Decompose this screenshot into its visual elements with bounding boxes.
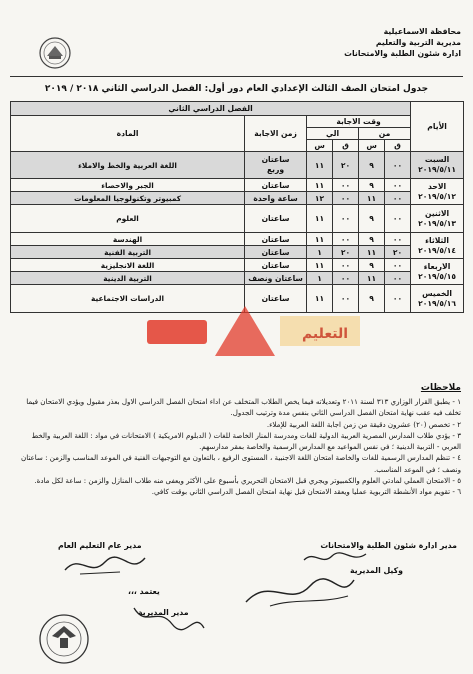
duration: ساعتان وربع — [245, 152, 307, 179]
watermark-text: التعليم — [301, 326, 349, 342]
day-date: ٢٠١٩/٥/١٢ — [418, 191, 457, 201]
signature-deputy — [240, 572, 360, 612]
to-hours: ١١ — [307, 152, 333, 179]
to-minutes: ٠٠ — [333, 192, 359, 205]
header-subject: المادة — [11, 116, 245, 152]
header-semester: الفصل الدراسي الثاني — [11, 102, 411, 116]
to-minutes: ٠٠ — [333, 272, 359, 285]
notes-title: ملاحظات — [420, 383, 461, 393]
signature-general-education — [60, 548, 150, 582]
duration: ساعتان — [245, 179, 307, 192]
sig-general-education-title: مدير عام التعليم العام — [58, 541, 142, 550]
sig-director-title: مدير المديرية — [138, 608, 189, 617]
day-date: ٢٠١٩/٥/١٥ — [418, 271, 457, 281]
from-minutes: ٢٠ — [385, 246, 411, 259]
to-hours: ١١ — [307, 179, 333, 192]
header-to: الي — [307, 128, 359, 140]
header-days: الأيام — [411, 102, 464, 152]
to-minutes: ٢٠ — [333, 152, 359, 179]
from-minutes: ٠٠ — [385, 192, 411, 205]
table-row — [11, 259, 464, 272]
subject: التربية الفنية — [11, 246, 245, 259]
subject: الجبر والاحصاء — [11, 179, 245, 192]
from-hours: ٩ — [359, 152, 385, 179]
to-minutes: ٠٠ — [333, 259, 359, 272]
to-minutes: ٠٠ — [333, 205, 359, 233]
header-answer-time: وقت الاجابة — [307, 116, 411, 128]
day-name: الثلاثاء — [425, 235, 450, 245]
day-cell — [411, 259, 464, 285]
day-cell — [411, 205, 464, 233]
day-name: الاثنين — [424, 208, 450, 218]
day-date: ٢٠١٩/٥/١١ — [418, 165, 457, 174]
to-minutes: ٠٠ — [333, 179, 359, 192]
note-item: ٤ - تنظم المدارس الرسمية للغات والخاصة امتحان اللغة الاجنبية ، المستوى الرفيع ، بالتعاون مع التوجيهات الفنية في الموعد المناسب والزمن : ساعتان ونصف ؛ في الموعد المناسب. — [20, 453, 461, 474]
day-cell — [411, 179, 464, 205]
from-minutes: ٠٠ — [385, 205, 411, 233]
header-from-minutes: ق — [385, 140, 411, 152]
table-row — [11, 233, 464, 246]
note-item: ١ - يطبق القرار الوزاري ٣١٣ لسنة ٢٠١١ وتعديلاته فيما يخص الطلاب المتخلف عن اداء امتحان الفصل الدراسي الاول بعذر مقبول ويؤدي الامتحان فيما تخلف فيه عقب نهاية امتحان الفصل الدراسي الثاني بنفس مدة وترتيب الجدول. — [26, 397, 461, 418]
ministry-header — [291, 26, 461, 59]
from-minutes: ٠٠ — [385, 285, 411, 313]
duration: ساعتان — [245, 205, 307, 233]
to-hours: ١١ — [307, 205, 333, 233]
day-cell — [411, 152, 464, 179]
site-watermark-logo — [145, 298, 365, 368]
note-item: ٣ - يؤدي طلاب المدارس المصرية العربية الدولية للغات ومدرسة المنار الخاصة للغات ( الدبلوم الامريكية ) الامتحانات في مواد : اللغة العربية والخط العربي - التربية الدينية ؛ في نفس المواعيد مع المدارس الرسمية والخاصة بمقر مدارسهم. — [31, 430, 461, 452]
to-hours: ١١ — [307, 259, 333, 272]
subject: الهندسة — [11, 233, 245, 246]
subject: اللغة الانجليزية — [11, 259, 245, 272]
duration: ساعتان — [245, 285, 307, 313]
sig-students-affairs-title: مدير ادارة شئون الطلبة والامتحانات — [320, 541, 457, 550]
duration: ساعة واحدة — [245, 192, 307, 205]
header-from-hours: س — [359, 140, 385, 152]
day-date: ٢٠١٩/٥/١٣ — [418, 218, 457, 228]
subject: التربية الدينية — [11, 272, 245, 285]
from-hours: ٩ — [359, 205, 385, 233]
note-item: ٢ - تخصص (٢٠) عشرون دقيقة من زمن اجابة اللغة العربية للإملاء. — [266, 419, 461, 429]
duration: ساعتان — [245, 233, 307, 246]
to-hours: ١١ — [307, 285, 333, 313]
from-hours: ١١ — [359, 272, 385, 285]
from-hours: ٩ — [359, 233, 385, 246]
table-row — [11, 272, 464, 285]
governorate-name: محافظة الاسماعيلية — [383, 27, 461, 36]
signature-students-affairs — [300, 548, 370, 568]
day-name: الاربعاء — [423, 261, 451, 271]
ministry-seal-icon — [38, 36, 72, 70]
from-hours: ٩ — [359, 179, 385, 192]
sig-deputy-title: وكيل المديرية — [349, 566, 403, 575]
to-hours: ١ — [307, 246, 333, 259]
from-hours: ٩ — [359, 259, 385, 272]
from-minutes: ٠٠ — [385, 233, 411, 246]
to-hours: ١ — [307, 272, 333, 285]
department-name: ادارة شئون الطلبة والامتحانات — [344, 49, 461, 58]
from-hours: ٩ — [359, 285, 385, 313]
subject: العلوم — [11, 205, 245, 233]
header-to-hours: س — [307, 140, 333, 152]
header-duration: زمن الاجابة — [245, 116, 307, 152]
exam-schedule-table — [10, 101, 464, 313]
from-minutes: ٠٠ — [385, 152, 411, 179]
duration: ساعتان — [245, 259, 307, 272]
subject: كمبيوتر وتكنولوجيا المعلومات — [11, 192, 245, 205]
day-name: السبت — [424, 155, 450, 164]
table-row — [11, 192, 464, 205]
from-minutes: ٠٠ — [385, 259, 411, 272]
to-minutes: ٠٠ — [333, 285, 359, 313]
duration: ساعتان ونصف — [245, 272, 307, 285]
table-row — [11, 246, 464, 259]
day-name: الاحد — [428, 181, 447, 191]
subject: الدراسات الاجتماعية — [11, 285, 245, 313]
page-title: جدول امتحان الصف الثالث الإعدادي العام دور أول: الفصل الدراسي الثاني ٢٠١٨ / ٢٠١٩ — [44, 84, 429, 94]
notes-list — [11, 396, 461, 498]
sig-approval-label: يعتمد ،،، — [128, 587, 160, 596]
from-hours: ١١ — [359, 192, 385, 205]
duration: ساعتان — [245, 246, 307, 259]
from-minutes: ٠٠ — [385, 179, 411, 192]
header-from: من — [359, 128, 411, 140]
to-hours: ١١ — [307, 233, 333, 246]
to-minutes: ٢٠ — [333, 246, 359, 259]
directorate-name: مديرية التربية والتعليم — [375, 38, 461, 47]
header-to-minutes: ق — [333, 140, 359, 152]
table-row — [11, 152, 464, 179]
day-name: الخميس — [422, 288, 452, 298]
day-cell — [411, 233, 464, 259]
from-hours: ١١ — [359, 246, 385, 259]
day-date: ٢٠١٩/٥/١٤ — [418, 245, 457, 255]
header-divider — [10, 76, 463, 77]
note-item: ٥ - الامتحان العملي لمادتي العلوم والكمبيوتر ويجري قبل الامتحان التحريري بأسبوع على الأكثر ويعفى منه طلاب المنازل والزمن : ساعة لكل مادة. — [34, 476, 461, 486]
note-item: ٦ - تقويم مواد الأنشطة التربوية عمليا ويعقد الامتحان قبل نهاية امتحان الفصل الدراسي الثاني بوقت كافي. — [151, 487, 461, 497]
subject: اللغة العربية والخط والاملاء — [11, 152, 245, 179]
eagle-stamp-icon — [32, 612, 96, 666]
to-minutes: ٠٠ — [333, 233, 359, 246]
from-minutes: ٠٠ — [385, 272, 411, 285]
to-hours: ١٢ — [307, 192, 333, 205]
table-row — [11, 205, 464, 233]
table-row — [11, 179, 464, 192]
day-cell — [411, 285, 464, 313]
signature-director — [128, 600, 208, 634]
day-date: ٢٠١٩/٥/١٦ — [418, 298, 457, 308]
